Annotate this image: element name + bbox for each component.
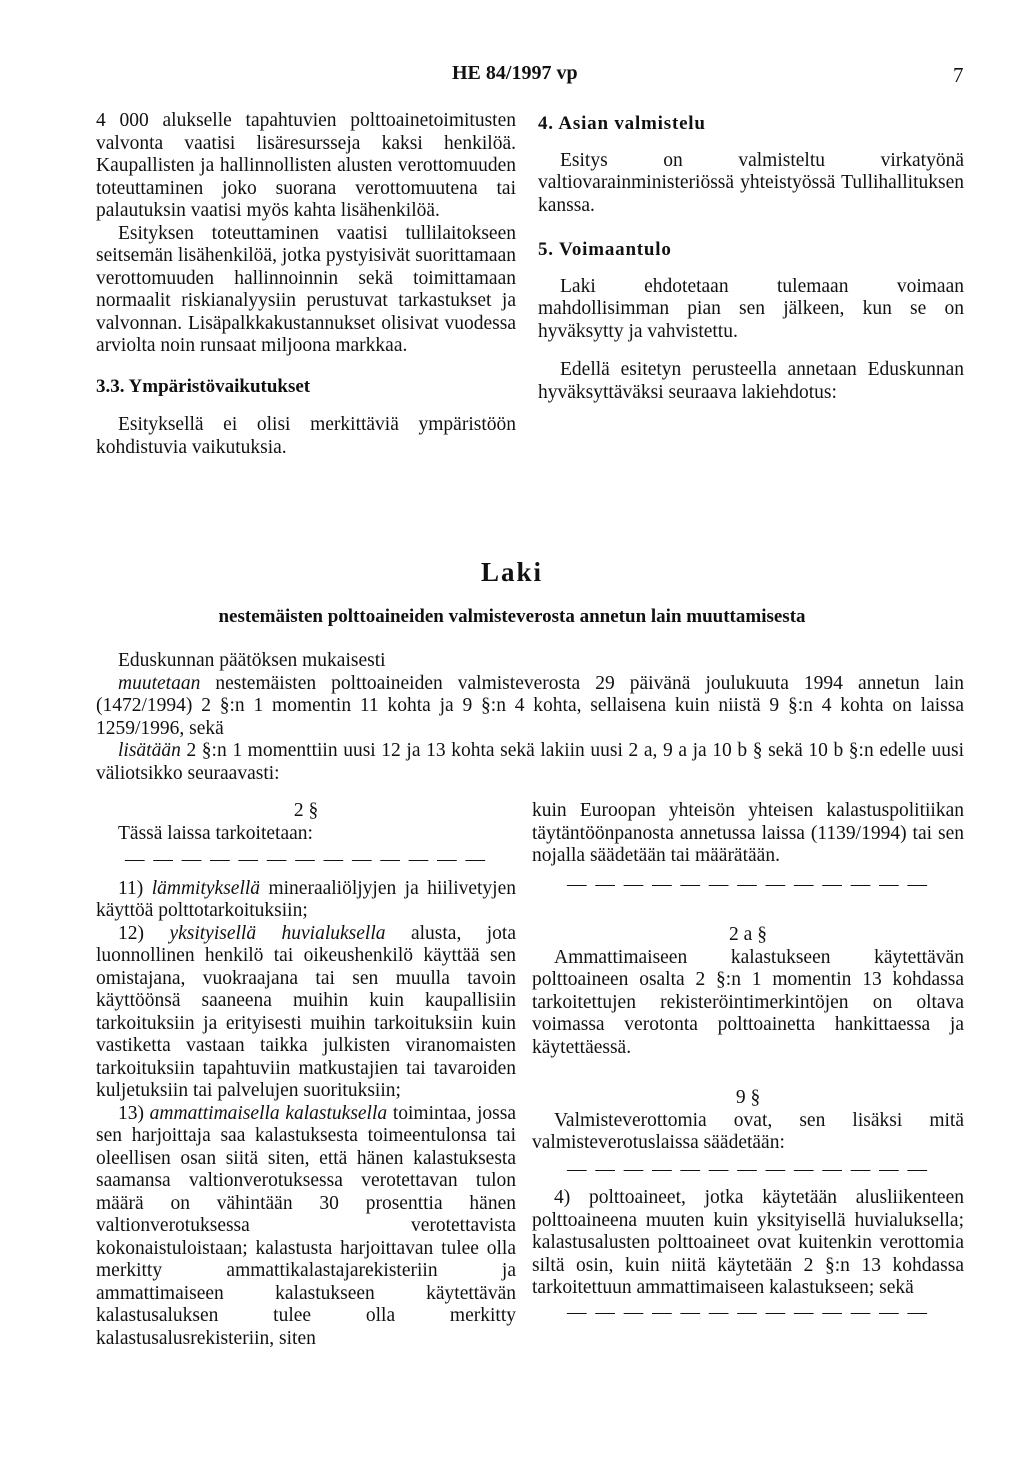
bottom-left-column — [96, 800, 516, 1350]
item-11-term: lämmityksellä — [151, 877, 261, 899]
item-13-number: 13) — [118, 1102, 144, 1124]
heading-preparation: 4. Asian valmistelu — [538, 113, 706, 134]
section-2-intro: Tässä laissa tarkoitetaan: — [118, 822, 313, 844]
document-id: HE 84/1997 vp — [452, 62, 578, 84]
item-13-term: ammattimaisella kalastuksella — [149, 1102, 388, 1124]
section-9-item-4: 4) polttoaineet, jotka käytetään alusliikenteen polttoaineena muuten kuin yksityisellä huvialuksella; kalastusalusten polttoaineet ovat kuitenkin verottomia siltä osin, kuin niitä käytetään 2 §:n 13 kohdassa tarkoitettuun ammattimaiseen kalastukseen; sekä — [532, 1187, 964, 1298]
section-2-title: 2 § — [293, 800, 319, 821]
item-11-number: 11) — [118, 877, 144, 899]
section-2a-title: 2 a § — [729, 924, 767, 945]
law-amend — [96, 673, 964, 741]
environment-paragraph: Esityksellä ei olisi merkittäviä ympäristöön kohdistuvia vaikutuksia. — [96, 414, 516, 458]
omission-dashes-right-2: — — — — — — — — — — — — — — [567, 1158, 929, 1180]
omission-dashes-right: — — — — — — — — — — — — — — [567, 873, 929, 895]
item-12-text: alusta, jota luonnollinen henkilö tai oikeushenkilö käyttää sen omistajana, vuokraajana tai sen muulla tavoin käyttöönsä saaneena muihin kuin kaupallisiin tarkoituksiin ja erityisesti muihin tarkoituksiin kuin vastiketta vastaan taikka julkisten viranomaisten tarkoituksiin tapahtuviin matkustajien tai tavaroiden kuljetuksiin tai palvelujen suorituksiin; — [96, 922, 517, 1101]
proposal-paragraph: Edellä esitetyn perusteella annetaan Eduskunnan hyväksyttäväksi seuraava lakiehdotus: — [538, 359, 964, 403]
top-right-column — [538, 113, 964, 404]
section-9-title: 9 § — [735, 1087, 761, 1108]
cost-paragraph-2: Esityksen toteuttaminen vaatisi tullilaitokseen seitsemän lisähenkilöä, jotka pystyisivät suorittamaan verottomuuden hallinnoinnin sekä toimittamaan normaalit riskianalyysiin perustuvat tarkastukset ja valvonnan. Lisäpalkkakustannukset olisivat vuodessa arviolta noin runsaat miljoona markkaa. — [96, 222, 516, 356]
item-12-term: yksityisellä huvialuksella — [169, 922, 386, 944]
law-add-text: 2 §:n 1 momenttiin uusi 12 ja 13 kohta sekä lakiin uusi 2 a, 9 a ja 10 b § sekä 10 b §:n edelle uusi väliotsikko seuraavasti: — [96, 740, 964, 784]
law-title: Laki — [480, 557, 544, 587]
omission-dashes: — — — — — — — — — — — — — — [125, 849, 487, 870]
item-12-number: 12) — [118, 922, 144, 944]
law-add-word: lisätään — [118, 740, 181, 761]
top-left-column — [96, 110, 516, 459]
item-11 — [96, 878, 516, 923]
item-13 — [96, 1103, 516, 1351]
law-preamble — [96, 650, 964, 785]
cost-paragraph-1: 4 000 alukselle tapahtuvien polttoainetoimitusten valvonta vaatisi lisäresursseja kaksi henkilöä. Kaupallisten ja hallinnollisten alusten verottomuuden toteuttaminen joko suorana verottomuutena tai palautuksin vaatisi myös kahta lisähenkilöä. — [96, 110, 516, 221]
section-9-intro: Valmisteverottomia ovat, sen lisäksi mitä valmisteverotuslaissa säädetään: — [532, 1109, 964, 1153]
entry-into-force-paragraph: Laki ehdotetaan tulemaan voimaan mahdollisimman pian sen jälkeen, kun se on hyväksytty ja vahvistettu. — [538, 275, 964, 342]
item-13-continuation: kuin Euroopan yhteisön yhteisen kalastuspolitiikan täytäntöönpanosta annetussa laissa (1139/1994) tai sen nojalla säädetään tai määrätään. — [532, 800, 964, 866]
preparation-paragraph: Esitys on valmisteltu virkatyönä valtiovarainministeriössä yhteistyössä Tullihallituksen kanssa. — [538, 149, 964, 216]
section-2a-text: Ammattimaiseen kalastukseen käytettävän polttoaineen osalta 2 §:n 1 momentin 13 kohdassa tarkoitettujen rekisteröintimerkintöjen on oltava voimassa verotonta polttoainetta hankittaessa ja käytettäessä. — [532, 946, 964, 1058]
item-11-text: mineraaliöljyjen ja hiilivetyjen käyttöä polttotarkoituksiin; — [96, 877, 517, 921]
item-12 — [96, 923, 516, 1103]
heading-environment: 3.3. Ympäristövaikutukset — [96, 375, 311, 397]
item-13-text: toimintaa, jossa sen harjoittaja saa kalastuksesta toimeentulonsa tai oleellisen osan siitä siten, että hänen kalastuksesta saamansa valtionverotuksessa verotettavan tulon määrä on vähintään 30 prosenttia hänen valtionverotuksessa verotettavista kokonaistuloistaan; kalastusta harjoittavan tulee olla merkitty ammattikalastajarekisteriin ja ammattimaiseen kalastukseen käytettävän kalastusaluksen tulee olla merkitty kalastusalusrekisteriin, siten — [96, 1102, 517, 1349]
heading-entry-into-force: 5. Voimaantulo — [538, 239, 672, 260]
law-subtitle: nestemäisten polttoaineiden valmisteverosta annetun lain muuttamisesta — [218, 606, 806, 627]
page-number: 7 — [953, 63, 964, 87]
law-amend-word: muutetaan — [118, 672, 201, 694]
law-amend-text: nestemäisten polttoaineiden valmisteverosta 29 päivänä joulukuuta 1994 annetun lain (1472/1994) 2 §:n 1 momentin 11 kohta ja 9 §:n 4 kohta, sellaisena kuin niistä 9 §:n 4 kohta on laissa 1259/1996, sekä — [96, 672, 964, 739]
law-add — [96, 740, 964, 785]
bottom-right-column — [532, 800, 964, 1324]
law-intro: Eduskunnan päätöksen mukaisesti — [118, 650, 386, 671]
omission-dashes-right-3: — — — — — — — — — — — — — — [567, 1301, 929, 1323]
